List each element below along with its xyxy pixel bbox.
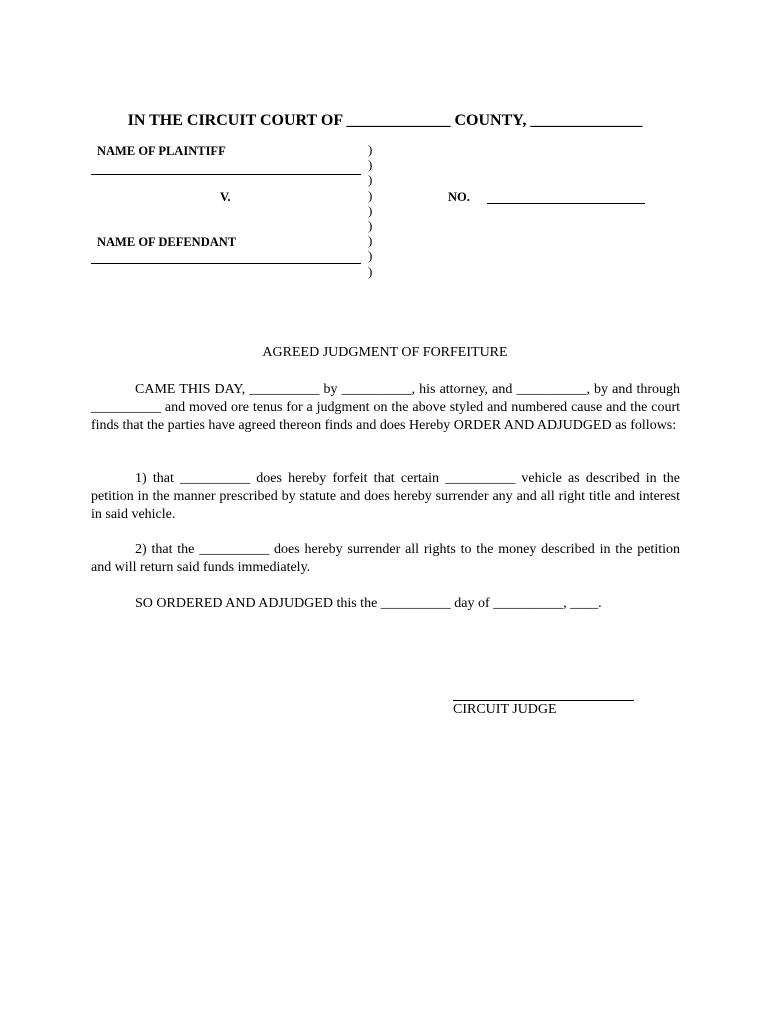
defendant-name-line[interactable] [91,263,361,264]
judge-signature-line[interactable] [453,700,634,701]
plaintiff-label: NAME OF PLAINTIFF [97,144,226,158]
paragraph-so-ordered [91,595,680,613]
paragraph-vehicle-forfeit [91,470,680,525]
court-heading: IN THE CIRCUIT COURT OF _____________ COUNTY, ______________ [127,112,643,129]
paragraph-came-this-day [91,381,680,436]
judge-signature-label: CIRCUIT JUDGE [453,702,557,717]
caption-parentheses: ) ) ) ) ) ) ) ) ) [368,142,373,279]
paragraph-came-this-day-text: CAME THIS DAY, __________ by __________, his attorney, and __________, by and through __________ and moved ore tenus for a judgment on the above styled and numbered cause and the court finds that the parties have agreed thereon finds and does Hereby ORDER AND ADJUDGED as follows: [91,382,680,434]
case-number-label: NO. [448,190,470,204]
document-title: AGREED JUDGMENT OF FORFEITURE [262,345,508,360]
versus-label: V. [220,190,231,204]
defendant-label: NAME OF DEFENDANT [97,235,237,249]
case-number-line[interactable] [487,203,645,204]
paragraph-money-surrender-text: 2) that the __________ does hereby surrender all rights to the money described in the petition and will return said funds immediately. [91,542,680,576]
plaintiff-name-line[interactable] [91,174,361,175]
paragraph-vehicle-forfeit-text: 1) that __________ does hereby forfeit that certain __________ vehicle as described in the petition in the manner prescribed by statute and does hereby surrender any and all right title and interest in said vehicle. [91,471,680,523]
paragraph-so-ordered-text: SO ORDERED AND ADJUDGED this the __________ day of __________, ____. [135,596,602,611]
paragraph-money-surrender [91,541,680,577]
